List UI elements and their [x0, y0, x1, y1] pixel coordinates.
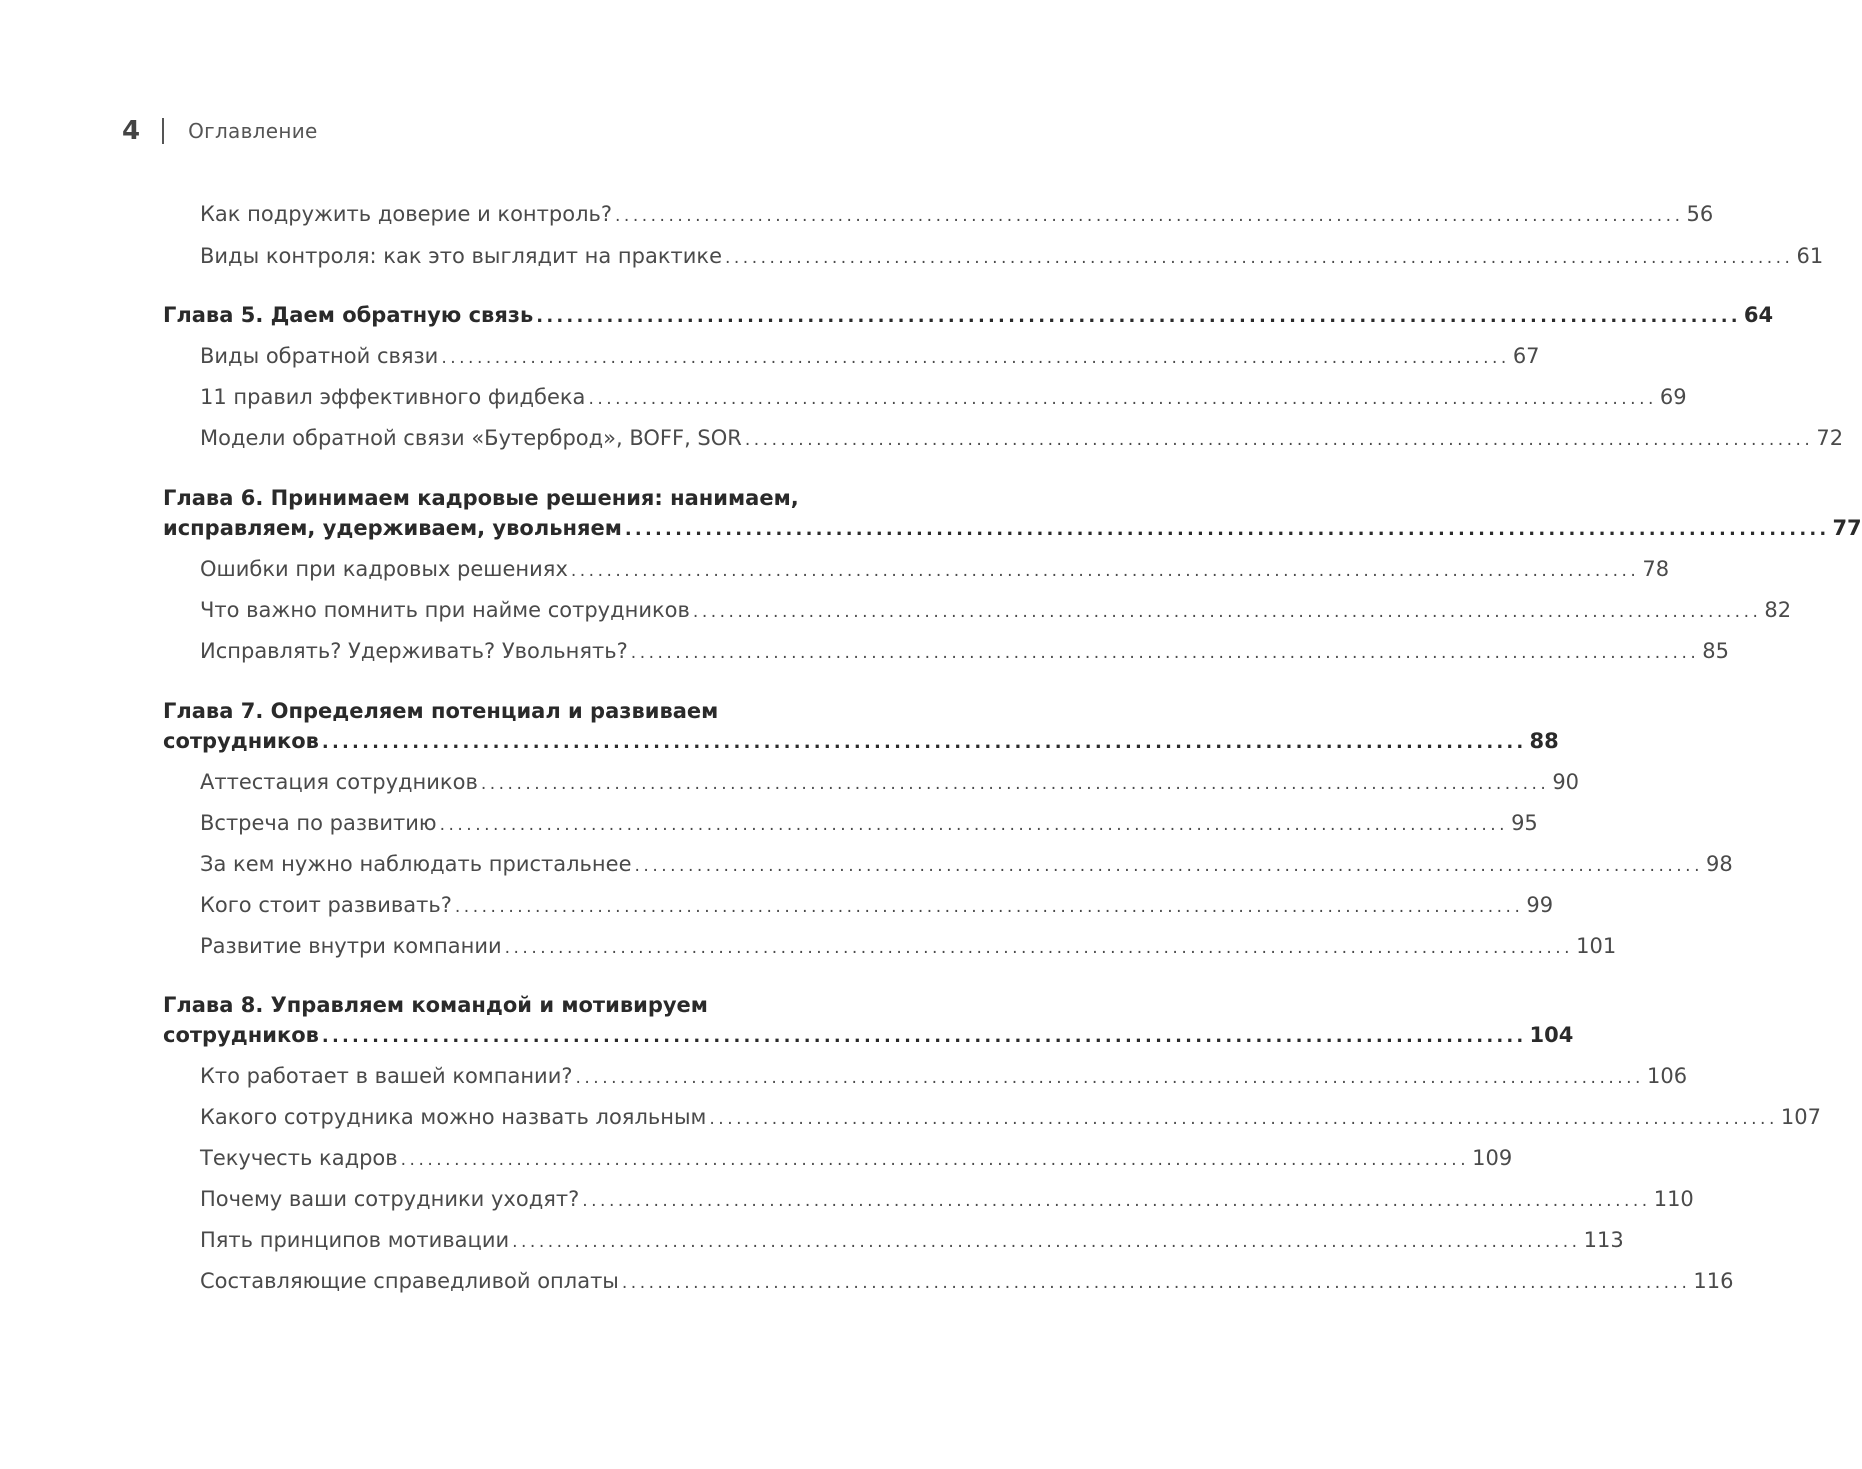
toc-entry-title: Развитие внутри компании: [200, 934, 502, 958]
toc-chapter-page: 64: [1743, 303, 1774, 327]
header-title: Оглавление: [188, 119, 318, 143]
dot-leader: ........................................................................................................................: [692, 602, 1762, 622]
toc-entry-page: 107: [1780, 1105, 1821, 1129]
toc-entry[interactable]: [200, 1105, 1821, 1129]
toc-entry[interactable]: [200, 852, 1733, 876]
toc-chapter-title: Глава 5. Даем обратную связь: [163, 303, 534, 327]
toc-entry-title: Какого сотрудника можно назвать лояльным: [200, 1105, 707, 1129]
toc-entry-page: 56: [1686, 202, 1714, 226]
toc-entry[interactable]: [200, 811, 1538, 835]
dot-leader: ........................................................................................................................: [321, 732, 1527, 753]
page-number: 4: [122, 116, 141, 146]
toc-entry-title: Встреча по развитию: [200, 811, 437, 835]
dot-leader: ........................................................................................................................: [615, 206, 1684, 226]
toc-entry[interactable]: [200, 639, 1729, 663]
toc-entry-title: Виды обратной связи: [200, 344, 439, 368]
toc-entry[interactable]: [200, 557, 1670, 581]
toc-entry[interactable]: [200, 770, 1580, 794]
toc-entry-page: 90: [1552, 770, 1580, 794]
header-divider: [162, 118, 164, 144]
toc-entry[interactable]: [200, 598, 1792, 622]
dot-leader: ........................................................................................................................: [439, 815, 1509, 835]
toc-entry-title: Текучесть кадров: [200, 1146, 398, 1170]
toc-entry[interactable]: [200, 202, 1714, 226]
toc-entry-page: 82: [1764, 598, 1792, 622]
toc-entry[interactable]: [200, 934, 1617, 958]
toc-entry-page: 106: [1646, 1064, 1688, 1088]
toc-entry[interactable]: [200, 344, 1540, 368]
dot-leader: ........................................................................................................................: [441, 348, 1510, 368]
dot-leader: ........................................................................................................................: [400, 1150, 1470, 1170]
dot-leader: ........................................................................................................................: [621, 1273, 1691, 1293]
dot-leader: ........................................................................................................................: [744, 430, 1814, 450]
dot-leader: ........................................................................................................................: [536, 306, 1741, 327]
toc-entry-page: 61: [1796, 244, 1824, 268]
toc-entry[interactable]: [200, 1187, 1694, 1211]
dot-leader: ........................................................................................................................: [454, 897, 1524, 917]
dot-leader: ........................................................................................................................: [725, 248, 1794, 268]
toc-chapter-title-line2: сотрудников: [163, 729, 319, 753]
toc-entry[interactable]: [200, 1064, 1688, 1088]
toc-entry-title: Пять принципов мотивации: [200, 1228, 510, 1252]
toc-chapter[interactable]: [163, 729, 1559, 753]
dot-leader: ........................................................................................................................: [512, 1232, 1581, 1252]
toc-entry-title: Модели обратной связи «Бутерброд», BOFF, SOR: [200, 426, 742, 450]
toc-entry[interactable]: [200, 1228, 1624, 1252]
toc-entry-title: Исправлять? Удерживать? Увольнять?: [200, 639, 628, 663]
toc-chapter[interactable]: [163, 516, 1862, 540]
toc-entry-page: 101: [1576, 934, 1617, 958]
toc-entry-page: 110: [1653, 1187, 1694, 1211]
toc-entry-page: 116: [1693, 1269, 1734, 1293]
toc-entry-title: 11 правил эффективного фидбека: [200, 385, 586, 409]
dot-leader: ........................................................................................................................: [630, 643, 1700, 663]
toc-entry-page: 69: [1659, 385, 1687, 409]
toc-entry-title: Кто работает в вашей компании?: [200, 1064, 573, 1088]
toc-entry-title: Почему ваши сотрудники уходят?: [200, 1187, 580, 1211]
toc-entry-page: 98: [1705, 852, 1733, 876]
toc-chapter-page: 77: [1832, 516, 1862, 540]
dot-leader: ........................................................................................................................: [709, 1109, 1778, 1129]
toc-entry-page: 99: [1526, 893, 1554, 917]
dot-leader: ........................................................................................................................: [588, 389, 1657, 409]
toc-entry-page: 109: [1472, 1146, 1513, 1170]
toc-chapter[interactable]: [163, 303, 1774, 327]
toc-entry-page: 78: [1642, 557, 1670, 581]
toc-entry-title: Аттестация сотрудников: [200, 770, 478, 794]
dot-leader: ........................................................................................................................: [624, 519, 1830, 540]
toc-entry[interactable]: [200, 893, 1554, 917]
toc-entry-title: Что важно помнить при найме сотрудников: [200, 598, 690, 622]
toc-chapter-title-line1[interactable]: Глава 7. Определяем потенциал и развиваем: [163, 699, 719, 723]
toc-chapter[interactable]: [163, 1023, 1574, 1047]
toc-entry[interactable]: [200, 1146, 1513, 1170]
toc-chapter-page: 104: [1529, 1023, 1574, 1047]
toc-entry-title: Как подружить доверие и контроль?: [200, 202, 613, 226]
toc-chapter-title-line2: исправляем, удерживаем, увольняем: [163, 516, 622, 540]
toc-entry-title: За кем нужно наблюдать пристальнее: [200, 852, 632, 876]
toc-entry-page: 67: [1512, 344, 1540, 368]
toc-entry[interactable]: [200, 385, 1687, 409]
toc-entry-page: 95: [1511, 811, 1538, 835]
toc-entry[interactable]: [200, 1269, 1734, 1293]
toc-entry-title: Составляющие справедливой оплаты: [200, 1269, 619, 1293]
toc-chapter-title-line2: сотрудников: [163, 1023, 319, 1047]
toc-entry-title: Ошибки при кадровых решениях: [200, 557, 568, 581]
toc-chapter-title-line1[interactable]: Глава 8. Управляем командой и мотивируем: [163, 993, 708, 1017]
dot-leader: ........................................................................................................................: [582, 1191, 1651, 1211]
toc-entry-title: Кого стоит развивать?: [200, 893, 452, 917]
toc-entry-page: 72: [1816, 426, 1844, 450]
dot-leader: ........................................................................................................................: [570, 561, 1640, 581]
dot-leader: ........................................................................................................................: [321, 1026, 1527, 1047]
page-header: [122, 116, 318, 146]
dot-leader: ........................................................................................................................: [504, 938, 1574, 958]
toc-entry[interactable]: [200, 426, 1844, 450]
toc-entry-title: Виды контроля: как это выглядит на практике: [200, 244, 722, 268]
toc-entry-page: 85: [1702, 639, 1729, 663]
toc-chapter-page: 88: [1529, 729, 1559, 753]
toc-entry-page: 113: [1583, 1228, 1624, 1252]
dot-leader: ........................................................................................................................: [634, 856, 1703, 876]
dot-leader: ........................................................................................................................: [575, 1068, 1644, 1088]
dot-leader: ........................................................................................................................: [480, 774, 1550, 794]
toc-chapter-title-line1[interactable]: Глава 6. Принимаем кадровые решения: нанимаем,: [163, 486, 799, 510]
toc-entry[interactable]: [200, 244, 1824, 268]
